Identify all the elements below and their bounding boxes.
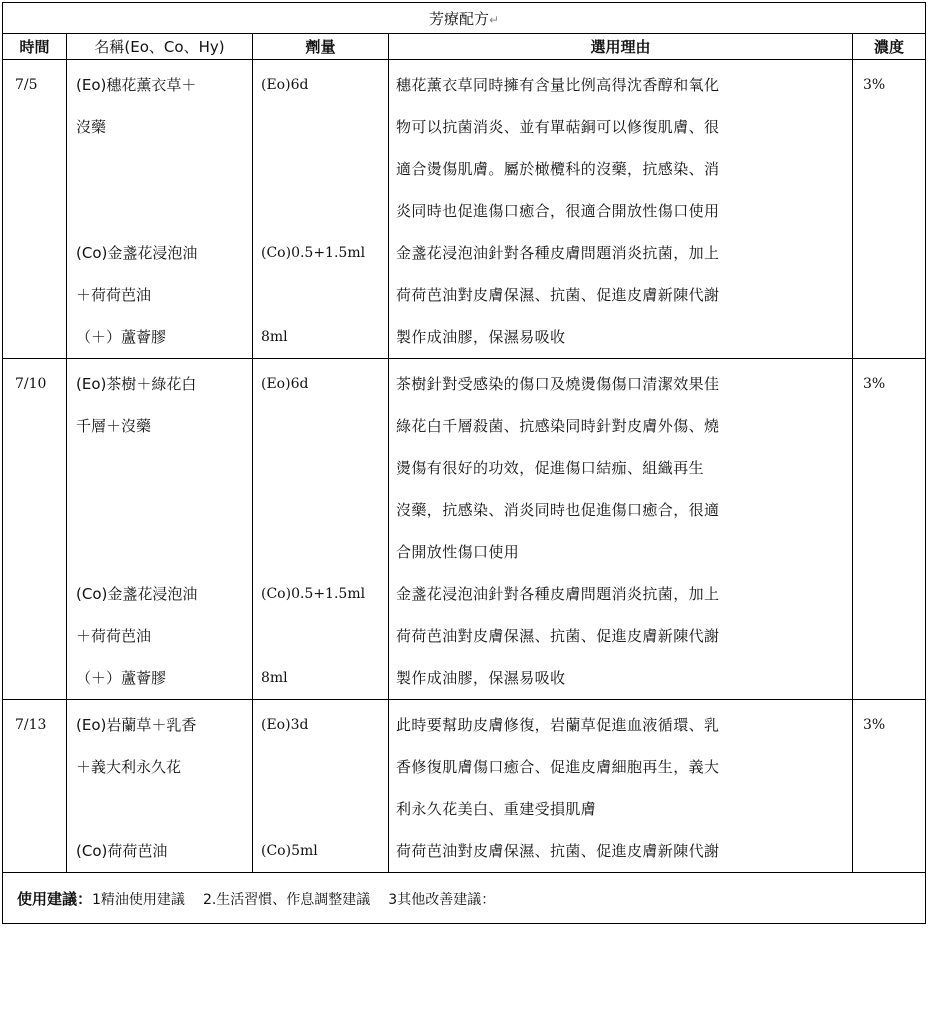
dose-line: 8ml <box>261 329 288 345</box>
header-dose: 劑量 <box>253 34 389 60</box>
table-row <box>3 359 926 700</box>
name-cell <box>67 60 253 359</box>
dose-line <box>253 447 388 489</box>
usage-label: 使用建議： <box>17 889 93 908</box>
reason-cell <box>389 700 853 873</box>
reason-line: 荷荷芭油對皮膚保濕、抗菌、促進皮膚新陳代謝 <box>396 286 720 304</box>
dose-line: (Co)0.5+1.5ml <box>261 586 366 602</box>
time-cell <box>3 700 67 873</box>
name-cell <box>67 700 253 873</box>
name-line: ＋荷荷芭油 <box>76 286 152 304</box>
dose-line <box>253 274 388 316</box>
name-line <box>67 489 252 531</box>
dose-line <box>253 615 388 657</box>
dose-line <box>253 489 388 531</box>
reason-line: 沒藥，抗感染、消炎同時也促進傷口癒合，很適 <box>396 501 720 519</box>
name-line: ＋荷荷芭油 <box>76 627 152 645</box>
name-line: （＋）蘆薈膠 <box>76 328 167 346</box>
reason-line: 製作成油膠，保濕易吸收 <box>396 669 566 687</box>
dose-cell <box>253 359 389 700</box>
reason-line: 荷荷芭油對皮膚保濕、抗菌、促進皮膚新陳代謝 <box>396 627 720 645</box>
dose-cell <box>253 60 389 359</box>
dose-cell <box>253 700 389 873</box>
name-line: (Co)金盞花浸泡油 <box>76 585 198 603</box>
dose-line <box>253 106 388 148</box>
dose-line: 8ml <box>261 670 288 686</box>
usage-item-essential-oil: 1精油使用建議 <box>92 891 185 908</box>
name-line: (Eo)岩蘭草＋乳香 <box>76 716 197 734</box>
name-line <box>67 148 252 190</box>
reason-line: 合開放性傷口使用 <box>396 543 520 561</box>
header-name: 名稱(Eo、Co、Hy) <box>67 34 253 60</box>
reason-line: 製作成油膠，保濕易吸收 <box>396 328 566 346</box>
reason-cell <box>389 359 853 700</box>
name-line: ＋義大利永久花 <box>76 758 182 776</box>
name-line: (Co)金盞花浸泡油 <box>76 244 198 262</box>
time-cell <box>3 60 67 359</box>
concentration-value: 3% <box>863 376 886 392</box>
usage-item-other: 3其他改善建議： <box>388 891 496 908</box>
time-value: 7/10 <box>15 376 47 392</box>
reason-line: 適合燙傷肌膚。屬於橄欖科的沒藥，抗感染、消 <box>396 160 720 178</box>
time-value: 7/5 <box>15 77 38 93</box>
name-line: 千層＋沒藥 <box>76 417 152 435</box>
time-cell <box>3 359 67 700</box>
reason-line: 綠花白千層殺菌、抗感染同時針對皮膚外傷、燒 <box>396 417 720 435</box>
time-value <box>3 106 66 148</box>
paragraph-mark-icon: ↵ <box>489 12 500 27</box>
reason-line: 茶樹針對受感染的傷口及燒燙傷傷口清潔效果佳 <box>396 375 720 393</box>
name-line: (Co)荷荷芭油 <box>76 842 168 860</box>
reason-line: 荷荷芭油對皮膚保濕、抗菌、促進皮膚新陳代謝 <box>396 842 720 860</box>
concentration-value: 3% <box>863 77 886 93</box>
dose-line: (Co)5ml <box>261 843 318 859</box>
dose-line: (Eo)3d <box>261 717 309 733</box>
dose-line <box>253 531 388 573</box>
reason-line: 利永久花美白、重建受損肌膚 <box>396 800 597 818</box>
header-concentration: 濃度 <box>853 34 926 60</box>
name-line: （＋）蘆薈膠 <box>76 669 167 687</box>
reason-cell <box>389 60 853 359</box>
footer-row <box>3 873 926 924</box>
dose-line: (Eo)6d <box>261 376 309 392</box>
concentration-cell <box>853 359 926 700</box>
reason-line: 穗花薰衣草同時擁有含量比例高得沈香醇和氧化 <box>396 76 720 94</box>
time-value: 7/13 <box>15 717 47 733</box>
name-line <box>67 447 252 489</box>
header-time: 時間 <box>3 34 67 60</box>
name-line <box>67 788 252 830</box>
reason-line: 燙傷有很好的功效，促進傷口結痂、組織再生 <box>396 459 705 477</box>
table-title-cell <box>3 3 926 34</box>
reason-line: 物可以抗菌消炎、並有單萜銅可以修復肌膚、很 <box>396 118 720 136</box>
reason-line: 金盞花浸泡油針對各種皮膚問題消炎抗菌，加上 <box>396 244 720 262</box>
dose-line <box>253 148 388 190</box>
name-cell <box>67 359 253 700</box>
dose-line <box>253 746 388 788</box>
dose-line <box>253 190 388 232</box>
table-row <box>3 700 926 873</box>
name-line <box>67 190 252 232</box>
dose-line <box>253 788 388 830</box>
name-line: 沒藥 <box>76 118 107 136</box>
name-line: (Eo)茶樹＋綠花白 <box>76 375 197 393</box>
table-row <box>3 60 926 359</box>
name-line: (Eo)穗花薰衣草＋ <box>76 76 197 94</box>
concentration-cell <box>853 700 926 873</box>
dose-line: (Co)0.5+1.5ml <box>261 245 366 261</box>
aromatherapy-formula-table <box>2 2 926 924</box>
usage-item-lifestyle: 2.生活習慣、作息調整建議 <box>202 891 371 908</box>
reason-line: 此時要幫助皮膚修復，岩蘭草促進血液循環、乳 <box>396 716 720 734</box>
usage-suggestions <box>3 873 926 924</box>
dose-line <box>253 405 388 447</box>
header-reason: 選用理由 <box>389 34 853 60</box>
reason-line: 金盞花浸泡油針對各種皮膚問題消炎抗菌，加上 <box>396 585 720 603</box>
concentration-cell <box>853 60 926 359</box>
dose-line: (Eo)6d <box>261 77 309 93</box>
concentration-value: 3% <box>863 717 886 733</box>
name-line <box>67 531 252 573</box>
table-title: 芳療配方 <box>428 9 489 28</box>
reason-line: 香修復肌膚傷口癒合、促進皮膚細胞再生，義大 <box>396 758 720 776</box>
reason-line: 炎同時也促進傷口癒合，很適合開放性傷口使用 <box>396 202 720 220</box>
